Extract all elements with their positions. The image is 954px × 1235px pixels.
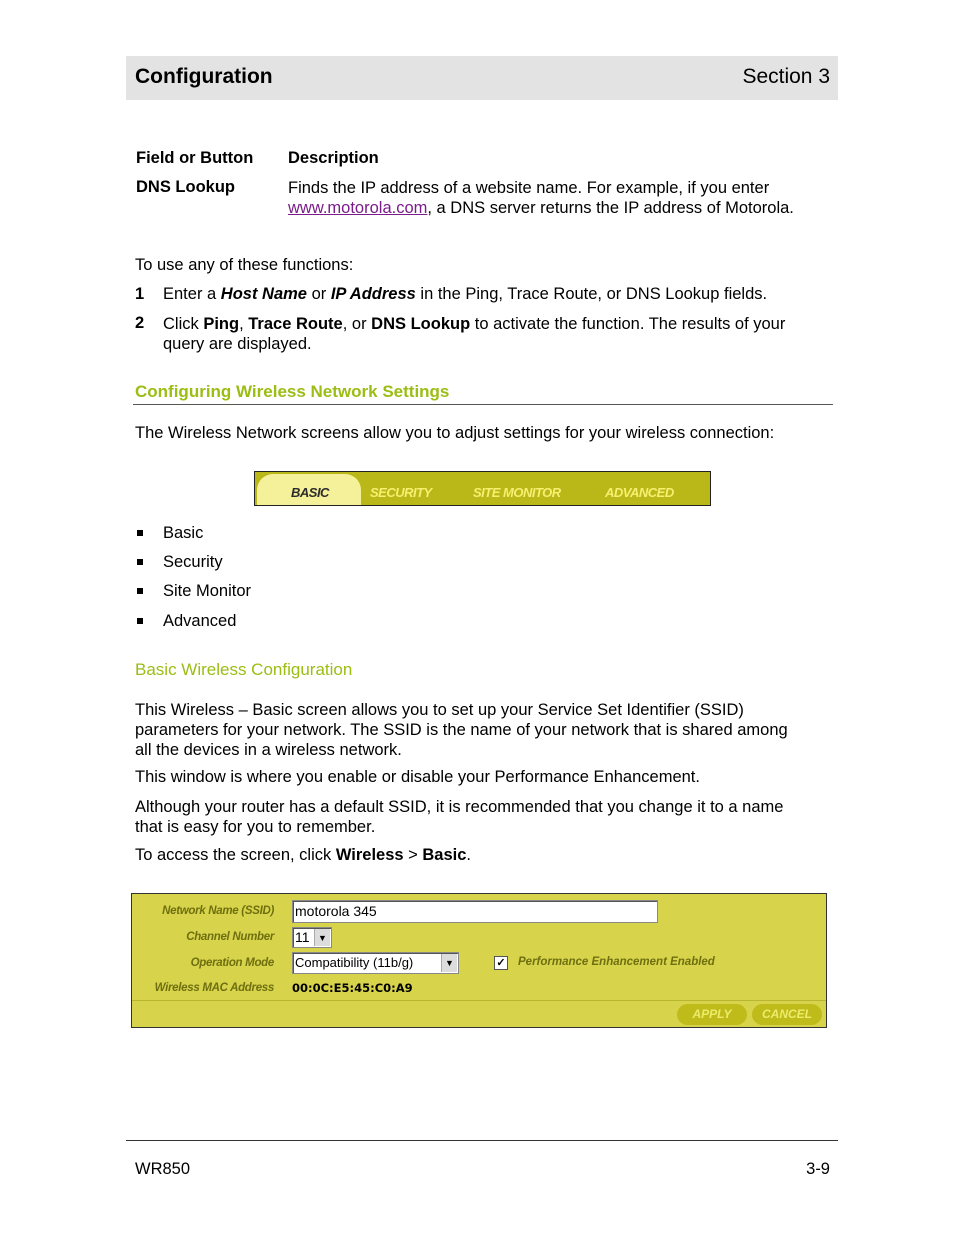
step2-dns-lookup: DNS Lookup — [371, 315, 471, 333]
mode-label: Operation Mode — [190, 957, 274, 969]
performance-label: Performance Enhancement Enabled — [518, 956, 715, 968]
para1-line3: all the devices in a wireless network. — [135, 741, 402, 759]
para3-line2: that is easy for you to remember. — [135, 818, 376, 836]
bullet-marker — [137, 588, 143, 594]
bullet-advanced: Advanced — [163, 612, 237, 630]
operation-mode-select[interactable] — [292, 952, 459, 974]
desc-rest: , a DNS server returns the IP address of Motorola. — [427, 199, 794, 217]
wireless-basic-panel — [131, 893, 827, 1028]
para1-line2: parameters for your network. The SSID is the name of your network that is shared among — [135, 721, 788, 739]
bullet-marker — [137, 559, 143, 565]
mac-label: Wireless MAC Address — [154, 982, 274, 994]
panel-divider — [132, 1000, 826, 1001]
apply-button[interactable]: APPLY — [677, 1004, 747, 1025]
step1-t1: Enter a — [163, 285, 221, 303]
desc-line2 — [288, 198, 828, 218]
bullet-marker — [137, 530, 143, 536]
step2-ping: Ping — [203, 315, 240, 333]
step2-trace-route: Trace Route — [248, 315, 343, 333]
step1-host-name: Host Name — [220, 285, 307, 303]
step1-text — [163, 285, 767, 304]
step2-line2: query are displayed. — [163, 335, 312, 353]
table-col2-header: Description — [288, 149, 379, 167]
paragraph-performance: This window is where you enable or disable your Performance Enhancement. — [135, 768, 700, 786]
chevron-down-icon[interactable]: ▼ — [314, 929, 330, 946]
bullet-security: Security — [163, 553, 223, 571]
channel-value: 11 — [295, 929, 310, 945]
tab-site-monitor[interactable]: SITE MONITOR — [473, 485, 561, 500]
ssid-input[interactable]: motorola 345 — [292, 900, 658, 923]
tab-basic[interactable]: BASIC — [291, 485, 329, 500]
step1-ip-address: IP Address — [330, 285, 416, 303]
step1-number: 1 — [135, 285, 145, 303]
step1-t3: in the Ping, Trace Route, or DNS Lookup fields. — [415, 285, 768, 303]
motorola-link[interactable]: www.motorola.com — [288, 199, 428, 217]
mode-value: Compatibility (11b/g) — [295, 955, 414, 970]
table-field-dns-lookup: DNS Lookup — [136, 178, 235, 196]
step2-t3: , or — [342, 315, 372, 333]
paragraph-default-ssid — [135, 797, 835, 837]
ssid-label: Network Name (SSID) — [162, 905, 274, 917]
para1-line1: This Wireless – Basic screen allows you to set up your Service Set Identifier (SSID) — [135, 701, 744, 719]
subheading: Basic Wireless Configuration — [135, 660, 353, 679]
step2-t4: to activate the function. The results of your — [470, 315, 786, 333]
access-t2: > — [403, 846, 423, 864]
section-heading: Configuring Wireless Network Settings — [135, 382, 450, 401]
wireless-intro: The Wireless Network screens allow you to adjust settings for your wireless connection: — [135, 424, 775, 442]
paragraph-ssid — [135, 700, 835, 760]
tab-advanced[interactable]: ADVANCED — [605, 485, 674, 500]
step2-t1: Click — [163, 315, 204, 333]
cancel-button[interactable]: CANCEL — [752, 1004, 822, 1025]
header-title: Configuration — [135, 65, 273, 88]
step1-t2: or — [307, 285, 331, 303]
desc-line1: Finds the IP address of a website name. For example, if you enter — [288, 179, 770, 197]
table-col1-header: Field or Button — [136, 149, 254, 167]
header-section: Section 3 — [742, 65, 830, 88]
access-t3: . — [466, 846, 471, 864]
step2-number: 2 — [135, 314, 145, 332]
step2-text — [163, 314, 833, 354]
bullet-basic: Basic — [163, 524, 204, 542]
section-rule — [133, 404, 833, 405]
access-basic: Basic — [422, 846, 467, 864]
table-description — [288, 178, 828, 218]
access-wireless: Wireless — [335, 846, 404, 864]
tab-security[interactable]: SECURITY — [370, 485, 432, 500]
bullet-site-monitor: Site Monitor — [163, 582, 252, 600]
steps-intro: To use any of these functions: — [135, 256, 354, 274]
channel-select[interactable] — [292, 927, 332, 948]
access-instruction — [135, 846, 471, 865]
performance-checkbox[interactable]: ✓ — [494, 956, 508, 970]
footer-page-number: 3-9 — [806, 1160, 830, 1178]
channel-label: Channel Number — [186, 931, 274, 943]
chevron-down-icon[interactable]: ▼ — [441, 954, 457, 972]
mac-value: 00:0C:E5:45:C0:A9 — [292, 981, 413, 995]
access-t1: To access the screen, click — [135, 846, 336, 864]
bullet-marker — [137, 618, 143, 624]
footer-model: WR850 — [135, 1160, 191, 1178]
step2-t2: , — [239, 315, 249, 333]
footer-rule — [126, 1140, 838, 1141]
wireless-tab-bar — [254, 471, 711, 506]
para3-line1: Although your router has a default SSID, it is recommended that you change it to a name — [135, 798, 784, 816]
